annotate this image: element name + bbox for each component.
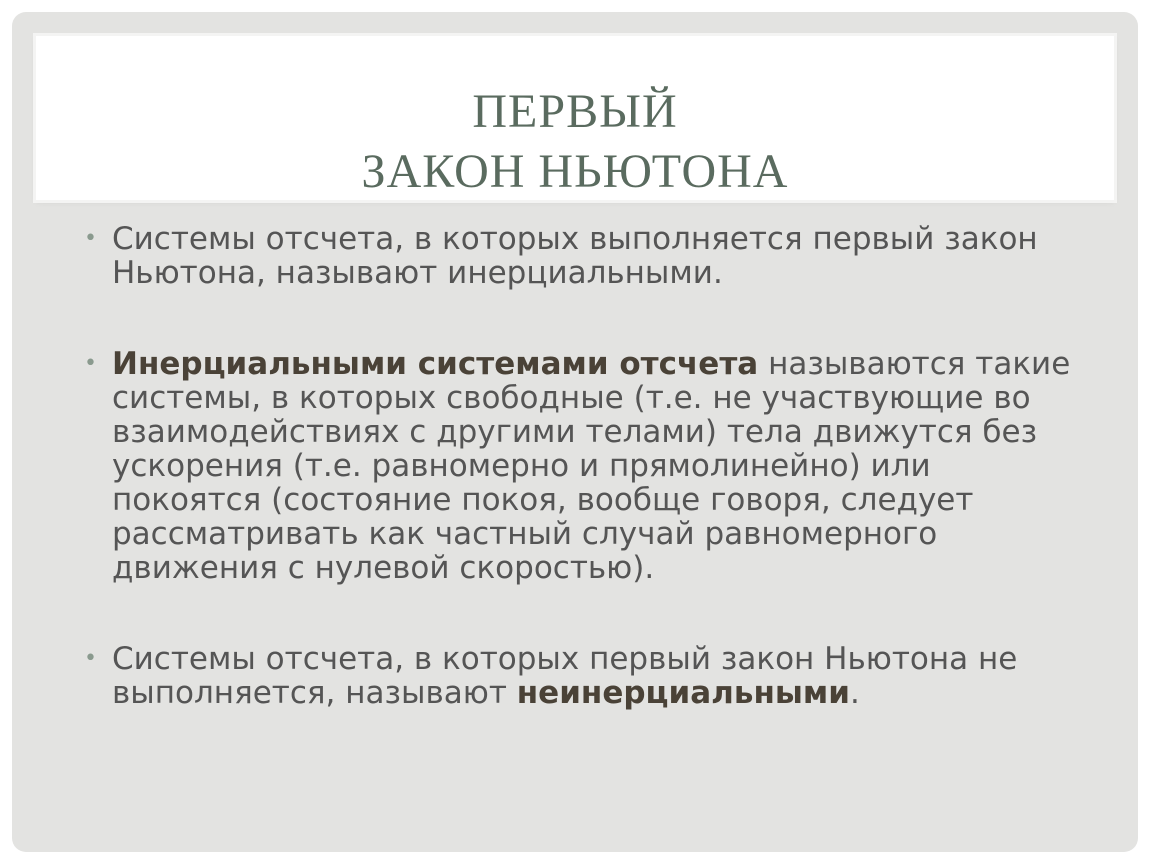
slide [12,12,1138,852]
bullet-bold-term: Инерциальными системами отсчета [112,346,759,382]
slide-title [36,82,1114,202]
title-line-1: ПЕРВЫЙ [472,85,678,138]
title-box [36,36,1114,200]
bullet-icon: • [84,646,97,671]
bullet-text: Системы отсчета, в которых выполняется первый закон Ньютона, называют инерциальными. [112,221,1038,291]
bullet-text: называются такие системы, в которых свободные (т.е. не участвующие во взаимодействиях с другими телами) тела движутся без ускорения (т.е. равномерно и прямолинейно) или покоятся (состояние покоя, вообще говоря, следует рассматривать как частный случай равномерного движения с нулевой скоростью). [112,346,1071,586]
bullet-icon: • [84,226,97,251]
slide-content [84,222,1074,710]
bullet-bold-term: неинерциальными [516,675,850,711]
bullet-item-1 [84,222,1074,290]
bullet-icon: • [84,351,97,376]
title-line-2: ЗАКОН НЬЮТОНА [361,145,789,198]
bullet-end-punctuation: . [850,675,860,711]
bullet-text: Системы отсчета, в которых первый закон Ньютона не выполняется, называют [112,641,1018,711]
bullet-item-3 [84,642,1074,710]
bullet-item-2 [84,347,1074,585]
